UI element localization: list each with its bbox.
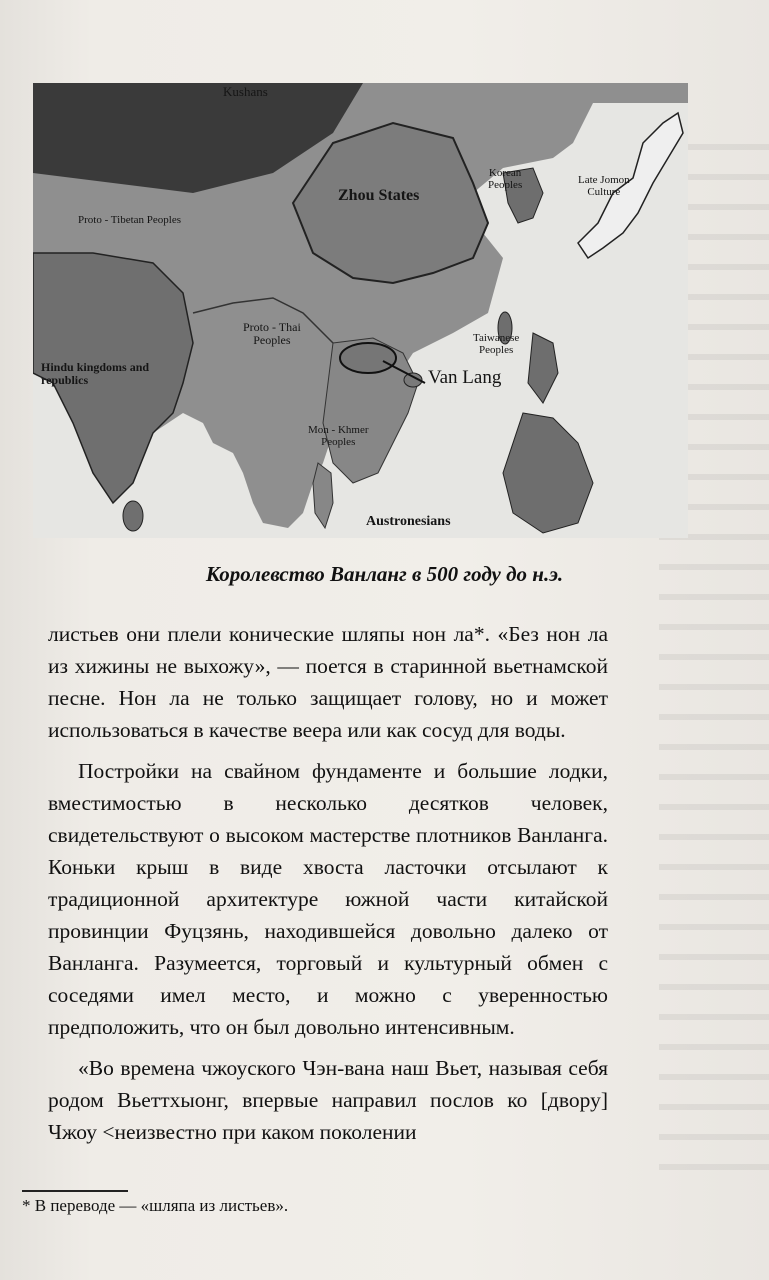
label-korean-peoples: Korean Peoples <box>488 167 523 191</box>
historical-map <box>33 83 688 538</box>
figure-caption: Королевство Ванланг в 500 году до н.э. <box>205 562 564 586</box>
footnote <box>22 1196 288 1216</box>
paragraph-1: листьев они плели конические шляпы нон ла*. «Без нон ла из хижины не выхожу», — поется в старинной вьетнамской песне. Нон ла не только защищает голову, но и может использоваться в качестве веера или как сосуд для воды. <box>48 622 608 742</box>
label-zhou-states: Zhou States <box>338 187 420 204</box>
label-austronesians: Austronesians <box>366 514 451 529</box>
label-mon-khmer: Mon - Khmer Peoples <box>308 424 369 448</box>
label-late-jomon: Late Jomon Culture <box>578 174 630 198</box>
body-text <box>48 618 608 1148</box>
paragraph-2: Постройки на свайном фундаменте и большие лодки, вместимостью в несколько десятков человек, свидетельствуют о высоком мастерстве плотников Ванланга. Коньки крыш в виде хвоста ласточки отсылают к традиционной архитектуре южной части китайской провинции Фуцзянь, находившейся довольно далеко от Ванланга. Разумеется, торговый и культурный обмен с соседями имел место, и можно с уверенностью предположить, что он был довольно интенсивным. <box>48 759 608 1039</box>
footnote-divider <box>22 1190 128 1192</box>
footnote-marker: * <box>22 1196 31 1215</box>
label-taiwanese: Taiwanese Peoples <box>473 332 520 356</box>
label-hindu-kingdoms: Hindu kingdoms and republics <box>41 360 150 387</box>
label-proto-tibetan: Proto - Tibetan Peoples <box>78 214 181 226</box>
label-van-lang: Van Lang <box>428 367 502 388</box>
label-proto-thai: Proto - Thai Peoples <box>243 320 301 347</box>
map-graphic <box>33 83 688 538</box>
footnote-text: В переводе — «шляпа из листьев». <box>34 1196 289 1215</box>
paragraph-3: «Во времена чжоуского Чэн-вана наш Вьет, называя себя родом Вьеттхыонг, впервые направил послов ко [двору] Чжоу <неизвестно при каком поколении <box>48 1056 608 1144</box>
label-kushans: Kushans <box>223 84 268 99</box>
